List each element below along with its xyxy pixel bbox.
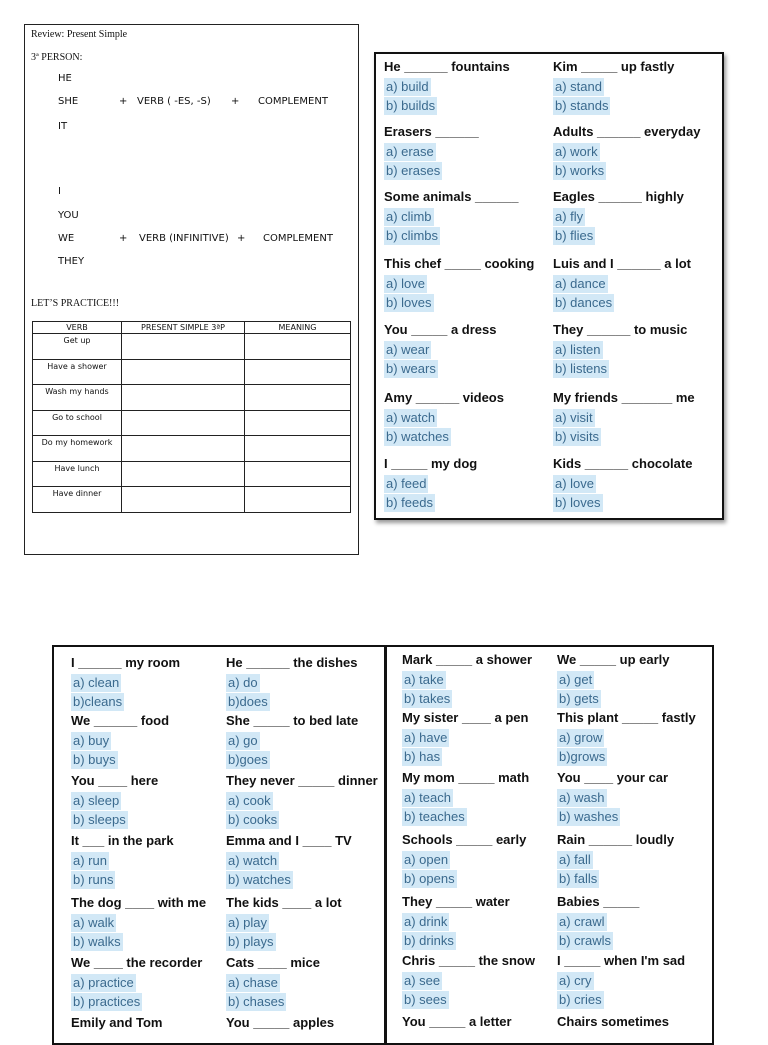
verb-cell: Get up xyxy=(33,334,122,360)
option-a[interactable]: a) climb xyxy=(386,209,432,224)
formula-plus: + xyxy=(119,233,128,244)
quiz-item xyxy=(402,710,528,764)
option-b[interactable]: b) wears xyxy=(386,361,436,376)
option-b[interactable]: b) falls xyxy=(559,871,598,886)
option-a[interactable]: a) fall xyxy=(559,852,591,867)
option-b[interactable]: b)grows xyxy=(559,749,606,764)
meaning-cell[interactable] xyxy=(245,436,351,462)
pronoun-we: WE xyxy=(58,233,75,244)
question-text: You _____ apples xyxy=(226,1015,335,1030)
option-a[interactable]: a) fly xyxy=(555,209,584,224)
quiz-item xyxy=(553,390,695,444)
table-header-row xyxy=(33,322,351,334)
table-row xyxy=(33,410,351,436)
verb-cell: Have a shower xyxy=(33,359,122,385)
question-text: They ______ to music xyxy=(553,322,688,337)
question-text: Cats ____ mice xyxy=(226,955,320,970)
option-a[interactable]: a) go xyxy=(228,733,258,748)
question-text: Emily and Tom xyxy=(71,1015,163,1030)
quiz-item xyxy=(71,1015,163,1031)
quiz-item xyxy=(226,1015,334,1031)
option-a[interactable]: a) love xyxy=(386,276,426,291)
table-row xyxy=(33,487,351,513)
quiz-item xyxy=(557,652,670,706)
option-a[interactable]: a) take xyxy=(404,672,444,687)
option-b[interactable]: b) watches xyxy=(228,872,291,887)
pronoun-i: I xyxy=(58,186,61,197)
quiz-card-top xyxy=(374,52,724,520)
option-a[interactable]: a) dance xyxy=(555,276,606,291)
question-text: I _____ when I'm sad xyxy=(557,953,686,968)
question-text: Luis and I ______ a lot xyxy=(553,256,691,271)
verb-cell: Wash my hands xyxy=(33,385,122,411)
option-b[interactable]: b) works xyxy=(555,163,605,178)
option-b[interactable]: b) opens xyxy=(404,871,455,886)
present-simple-cell[interactable] xyxy=(122,487,245,513)
pronoun-they: THEY xyxy=(58,256,85,267)
question-text: Kids ______ chocolate xyxy=(553,456,693,471)
question-text: We _____ up early xyxy=(557,652,670,667)
quiz-item xyxy=(384,322,497,376)
formula-complement: COMPLEMENT xyxy=(258,96,328,107)
present-simple-cell[interactable] xyxy=(122,359,245,385)
option-b[interactable]: b) dances xyxy=(555,295,613,310)
verb-table xyxy=(32,321,351,513)
quiz-item xyxy=(71,833,174,887)
option-a[interactable]: a) wash xyxy=(559,790,605,805)
option-a[interactable]: a) have xyxy=(404,730,448,745)
option-b[interactable]: b) flies xyxy=(555,228,594,243)
review-title: Review: Present Simple xyxy=(31,29,128,40)
question-text: You ____ here xyxy=(71,773,159,788)
option-b[interactable]: b) listens xyxy=(555,361,608,376)
option-b[interactable]: b) drinks xyxy=(404,933,454,948)
formula-plus: + xyxy=(119,96,128,107)
header-present-simple: PRESENT SIMPLE 3ªP xyxy=(122,322,245,334)
option-b[interactable]: b) cooks xyxy=(228,812,278,827)
quiz-item xyxy=(553,59,674,113)
pronoun-you: YOU xyxy=(58,210,79,221)
option-a[interactable]: a) drink xyxy=(404,914,448,929)
present-simple-cell[interactable] xyxy=(122,436,245,462)
question-text: They _____ water xyxy=(402,894,510,909)
meaning-cell[interactable] xyxy=(245,487,351,513)
quiz-item xyxy=(557,832,674,886)
quiz-item xyxy=(384,390,504,444)
option-a[interactable]: a) open xyxy=(404,852,449,867)
header-verb: VERB xyxy=(33,322,122,334)
option-b[interactable]: b) sleeps xyxy=(73,812,126,827)
quiz-item xyxy=(226,655,358,709)
quiz-item xyxy=(384,59,510,113)
question-text: Rain ______ loudly xyxy=(557,832,675,847)
question-text: Amy ______ videos xyxy=(384,390,504,405)
question-text: He ______ the dishes xyxy=(226,655,358,670)
quiz-item xyxy=(71,955,202,1009)
option-b[interactable]: b) stands xyxy=(555,98,609,113)
question-text: Babies _____ xyxy=(557,894,640,909)
quiz-item xyxy=(553,456,692,510)
quiz-item xyxy=(553,124,700,178)
quiz-item xyxy=(71,713,169,767)
option-b[interactable]: b) builds xyxy=(386,98,436,113)
question-text: It ___ in the park xyxy=(71,833,174,848)
option-a[interactable]: a) teach xyxy=(404,790,451,805)
option-a[interactable]: a) build xyxy=(386,79,429,94)
question-text: My friends _______ me xyxy=(553,390,695,405)
option-a[interactable]: a) listen xyxy=(555,342,601,357)
present-simple-cell[interactable] xyxy=(122,410,245,436)
question-text: My mom _____ math xyxy=(402,770,530,785)
question-text: This plant _____ fastly xyxy=(557,710,696,725)
quiz-item xyxy=(226,773,378,827)
option-b[interactable]: b) teaches xyxy=(404,809,465,824)
option-b[interactable]: b) feeds xyxy=(386,495,433,510)
quiz-item xyxy=(557,894,639,948)
question-text: You ____ your car xyxy=(557,770,669,785)
quiz-item xyxy=(226,955,320,1009)
option-b[interactable]: b) has xyxy=(404,749,441,764)
pronoun-he: HE xyxy=(58,73,72,84)
option-a[interactable]: a) see xyxy=(404,973,441,988)
option-b[interactable]: b)goes xyxy=(228,752,268,767)
option-a[interactable]: a) run xyxy=(73,853,107,868)
question-text: Emma and I ____ TV xyxy=(226,833,352,848)
option-a[interactable]: a) erase xyxy=(386,144,434,159)
quiz-item xyxy=(384,456,477,510)
meaning-cell[interactable] xyxy=(245,334,351,360)
option-b[interactable]: b) watches xyxy=(386,429,449,444)
formula-verb-infinitive: VERB (INFINITIVE) xyxy=(139,233,229,244)
option-b[interactable]: b) loves xyxy=(555,495,601,510)
option-a[interactable]: a) buy xyxy=(73,733,110,748)
option-b[interactable]: b)cleans xyxy=(73,694,123,709)
question-text: Erasers ______ xyxy=(384,124,479,139)
option-a[interactable]: a) do xyxy=(228,675,258,690)
option-a[interactable]: a) feed xyxy=(386,476,427,491)
pronoun-it: IT xyxy=(58,121,68,132)
table-row xyxy=(33,436,351,462)
option-b[interactable]: b) erases xyxy=(386,163,441,178)
table-row xyxy=(33,461,351,487)
formula-plus: + xyxy=(237,233,246,244)
option-b[interactable]: b) climbs xyxy=(386,228,439,243)
question-text: I ______ my room xyxy=(71,655,181,670)
option-b[interactable]: b) crawls xyxy=(559,933,612,948)
meaning-cell[interactable] xyxy=(245,410,351,436)
question-text: Kim _____ up fastly xyxy=(553,59,675,74)
question-text: We ____ the recorder xyxy=(71,955,203,970)
question-text: Mark _____ a shower xyxy=(402,652,533,667)
verb-cell: Have dinner xyxy=(33,487,122,513)
formula-verb-es: VERB ( -ES, -S) xyxy=(137,96,211,107)
option-a[interactable]: a) watch xyxy=(386,410,436,425)
question-text: The dog ____ with me xyxy=(71,895,207,910)
option-b[interactable]: b) sees xyxy=(404,992,447,1007)
quiz-item xyxy=(226,895,342,949)
option-a[interactable]: a) wear xyxy=(386,342,430,357)
option-b[interactable]: b) plays xyxy=(228,934,274,949)
question-text: Schools _____ early xyxy=(402,832,527,847)
option-b[interactable]: b) practices xyxy=(73,994,141,1009)
question-text: I _____ my dog xyxy=(384,456,478,471)
option-b[interactable]: b) walks xyxy=(73,934,121,949)
option-a[interactable]: a) crawl xyxy=(559,914,605,929)
option-b[interactable]: b) cries xyxy=(559,992,602,1007)
option-b[interactable]: b) chases xyxy=(228,994,285,1009)
quiz-card-bottom-right xyxy=(384,645,714,1045)
question-text: This chef _____ cooking xyxy=(384,256,535,271)
question-text: You _____ a letter xyxy=(402,1014,512,1029)
header-meaning: MEANING xyxy=(245,322,351,334)
option-a[interactable]: a) practice xyxy=(73,975,134,990)
option-a[interactable]: a) stand xyxy=(555,79,602,94)
option-b[interactable]: b) takes xyxy=(404,691,451,706)
quiz-item xyxy=(402,1014,512,1030)
question-text: The kids ____ a lot xyxy=(226,895,342,910)
quiz-item xyxy=(402,770,529,824)
question-text: Chris _____ the snow xyxy=(402,953,535,968)
quiz-item xyxy=(402,953,535,1007)
present-simple-cell[interactable] xyxy=(122,334,245,360)
meaning-cell[interactable] xyxy=(245,461,351,487)
quiz-item xyxy=(71,655,180,709)
quiz-card-bottom-left xyxy=(52,645,386,1045)
option-b[interactable]: b) washes xyxy=(559,809,619,824)
formula-plus: + xyxy=(231,96,240,107)
practice-heading: LET’S PRACTICE!!! xyxy=(31,298,120,309)
option-a[interactable]: a) sleep xyxy=(73,793,120,808)
third-person-heading: 3ª PERSON: xyxy=(31,52,83,63)
quiz-item xyxy=(553,256,691,310)
option-a[interactable]: a) play xyxy=(228,915,268,930)
option-a[interactable]: a) chase xyxy=(228,975,278,990)
quiz-item xyxy=(384,256,534,310)
question-text: Eagles ______ highly xyxy=(553,189,684,204)
meaning-cell[interactable] xyxy=(245,359,351,385)
quiz-item xyxy=(384,189,518,243)
quiz-item xyxy=(557,770,668,824)
question-text: They never _____ dinner xyxy=(226,773,378,788)
table-row xyxy=(33,385,351,411)
option-a[interactable]: a) get xyxy=(559,672,593,687)
quiz-item xyxy=(402,894,510,948)
question-text: Some animals ______ xyxy=(384,189,519,204)
question-text: You _____ a dress xyxy=(384,322,497,337)
formula-complement: COMPLEMENT xyxy=(263,233,333,244)
option-b[interactable]: b) visits xyxy=(555,429,600,444)
option-b[interactable]: b) loves xyxy=(386,295,432,310)
meaning-cell[interactable] xyxy=(245,385,351,411)
present-simple-cell[interactable] xyxy=(122,461,245,487)
quiz-item xyxy=(553,322,687,376)
question-text: He ______ fountains xyxy=(384,59,510,74)
quiz-item xyxy=(384,124,479,178)
option-b[interactable]: b) runs xyxy=(73,872,114,887)
question-text: Adults ______ everyday xyxy=(553,124,701,139)
quiz-item xyxy=(71,773,158,827)
table-row xyxy=(33,359,351,385)
review-card xyxy=(24,24,359,555)
option-a[interactable]: a) watch xyxy=(228,853,278,868)
option-a[interactable]: a) visit xyxy=(555,410,593,425)
verb-cell: Have lunch xyxy=(33,461,122,487)
option-a[interactable]: a) grow xyxy=(559,730,603,745)
question-text: Chairs sometimes xyxy=(557,1014,669,1029)
question-text: My sister ____ a pen xyxy=(402,710,529,725)
quiz-item xyxy=(71,895,206,949)
table-row xyxy=(33,334,351,360)
option-a[interactable]: a) love xyxy=(555,476,595,491)
option-a[interactable]: a) cook xyxy=(228,793,271,808)
quiz-item xyxy=(402,832,526,886)
quiz-item xyxy=(557,1014,669,1030)
question-text: We ______ food xyxy=(71,713,170,728)
option-a[interactable]: a) work xyxy=(555,144,598,159)
pronoun-she: SHE xyxy=(58,96,79,107)
question-text: She _____ to bed late xyxy=(226,713,359,728)
option-b[interactable]: b)does xyxy=(228,694,268,709)
quiz-item xyxy=(402,652,532,706)
quiz-item xyxy=(557,953,685,1007)
option-b[interactable]: b) gets xyxy=(559,691,599,706)
quiz-item xyxy=(226,713,358,767)
quiz-item xyxy=(226,833,352,887)
quiz-item xyxy=(557,710,696,764)
option-a[interactable]: a) cry xyxy=(559,973,592,988)
present-simple-cell[interactable] xyxy=(122,385,245,411)
option-a[interactable]: a) walk xyxy=(73,915,115,930)
option-b[interactable]: b) buys xyxy=(73,752,116,767)
option-a[interactable]: a) clean xyxy=(73,675,120,690)
verb-cell: Go to school xyxy=(33,410,122,436)
verb-cell: Do my homework xyxy=(33,436,122,462)
quiz-item xyxy=(553,189,684,243)
